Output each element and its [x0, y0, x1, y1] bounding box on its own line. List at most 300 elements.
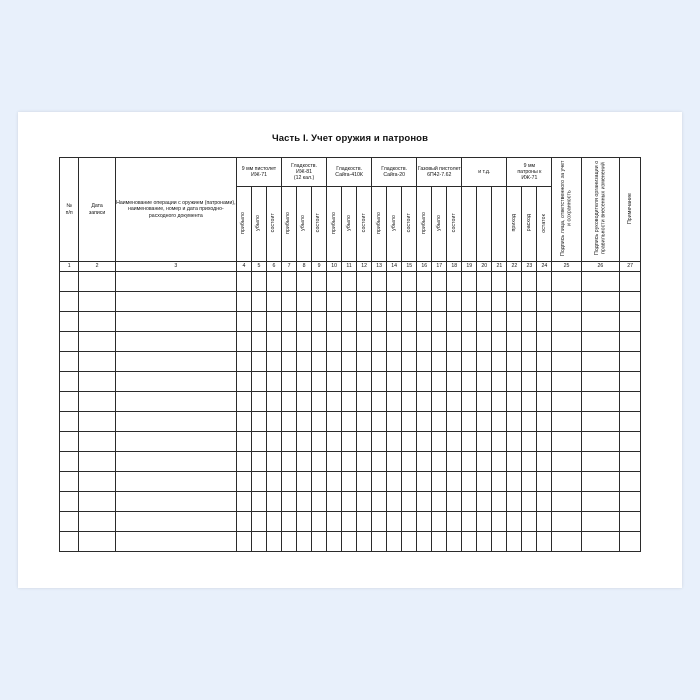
table-cell[interactable] [282, 452, 297, 472]
table-cell[interactable] [492, 452, 507, 472]
table-cell[interactable] [342, 532, 357, 552]
table-cell[interactable] [79, 472, 115, 492]
table-cell[interactable] [432, 292, 447, 312]
table-cell[interactable] [115, 452, 236, 472]
table-cell[interactable] [507, 492, 522, 512]
table-cell[interactable] [297, 372, 312, 392]
table-cell[interactable] [432, 312, 447, 332]
table-cell[interactable] [251, 432, 266, 452]
table-cell[interactable] [312, 452, 327, 472]
table-cell[interactable] [447, 332, 462, 352]
table-cell[interactable] [402, 432, 417, 452]
table-cell[interactable] [552, 352, 581, 372]
table-cell[interactable] [282, 432, 297, 452]
table-cell[interactable] [312, 512, 327, 532]
table-cell[interactable] [620, 412, 641, 432]
table-cell[interactable] [581, 472, 620, 492]
table-cell[interactable] [522, 272, 537, 292]
table-cell[interactable] [417, 412, 432, 432]
table-cell[interactable] [417, 332, 432, 352]
table-cell[interactable] [620, 452, 641, 472]
table-cell[interactable] [537, 472, 552, 492]
table-cell[interactable] [507, 412, 522, 432]
table-cell[interactable] [522, 412, 537, 432]
table-cell[interactable] [342, 272, 357, 292]
table-row[interactable] [60, 332, 641, 352]
table-cell[interactable] [620, 292, 641, 312]
table-cell[interactable] [417, 392, 432, 412]
table-cell[interactable] [447, 472, 462, 492]
table-cell[interactable] [620, 532, 641, 552]
table-cell[interactable] [327, 512, 342, 532]
table-row[interactable] [60, 312, 641, 332]
table-cell[interactable] [552, 512, 581, 532]
table-cell[interactable] [236, 532, 251, 552]
table-cell[interactable] [357, 272, 372, 292]
table-cell[interactable] [477, 432, 492, 452]
table-cell[interactable] [342, 332, 357, 352]
table-cell[interactable] [552, 472, 581, 492]
table-cell[interactable] [342, 372, 357, 392]
table-cell[interactable] [462, 432, 477, 452]
table-cell[interactable] [342, 452, 357, 472]
table-row[interactable] [60, 532, 641, 552]
table-cell[interactable] [251, 372, 266, 392]
table-cell[interactable] [372, 372, 387, 392]
table-cell[interactable] [402, 532, 417, 552]
table-cell[interactable] [236, 412, 251, 432]
table-row[interactable] [60, 472, 641, 492]
table-cell[interactable] [462, 412, 477, 432]
table-cell[interactable] [251, 392, 266, 412]
table-cell[interactable] [60, 472, 79, 492]
table-cell[interactable] [282, 352, 297, 372]
table-cell[interactable] [236, 392, 251, 412]
table-cell[interactable] [402, 452, 417, 472]
table-cell[interactable] [537, 372, 552, 392]
table-cell[interactable] [282, 512, 297, 532]
table-cell[interactable] [462, 292, 477, 312]
table-cell[interactable] [432, 532, 447, 552]
table-cell[interactable] [447, 372, 462, 392]
table-cell[interactable] [620, 372, 641, 392]
table-cell[interactable] [357, 412, 372, 432]
table-cell[interactable] [581, 292, 620, 312]
table-cell[interactable] [251, 292, 266, 312]
table-cell[interactable] [477, 412, 492, 432]
table-cell[interactable] [552, 292, 581, 312]
table-cell[interactable] [297, 492, 312, 512]
table-cell[interactable] [79, 392, 115, 412]
table-cell[interactable] [357, 492, 372, 512]
table-cell[interactable] [537, 452, 552, 472]
table-cell[interactable] [357, 432, 372, 452]
table-cell[interactable] [402, 312, 417, 332]
table-cell[interactable] [236, 512, 251, 532]
table-cell[interactable] [417, 372, 432, 392]
table-cell[interactable] [462, 312, 477, 332]
table-cell[interactable] [462, 512, 477, 532]
table-cell[interactable] [620, 272, 641, 292]
table-cell[interactable] [620, 332, 641, 352]
table-cell[interactable] [477, 312, 492, 332]
table-cell[interactable] [266, 432, 281, 452]
table-cell[interactable] [342, 292, 357, 312]
table-cell[interactable] [312, 352, 327, 372]
table-cell[interactable] [537, 492, 552, 512]
table-cell[interactable] [282, 292, 297, 312]
table-cell[interactable] [342, 312, 357, 332]
table-cell[interactable] [60, 292, 79, 312]
table-cell[interactable] [115, 372, 236, 392]
table-cell[interactable] [432, 432, 447, 452]
table-cell[interactable] [266, 452, 281, 472]
table-cell[interactable] [327, 452, 342, 472]
table-cell[interactable] [372, 272, 387, 292]
table-cell[interactable] [297, 392, 312, 412]
table-cell[interactable] [327, 352, 342, 372]
table-cell[interactable] [357, 372, 372, 392]
table-cell[interactable] [522, 532, 537, 552]
table-cell[interactable] [79, 312, 115, 332]
table-cell[interactable] [507, 292, 522, 312]
table-cell[interactable] [462, 372, 477, 392]
table-cell[interactable] [297, 312, 312, 332]
table-cell[interactable] [297, 332, 312, 352]
table-cell[interactable] [462, 492, 477, 512]
table-cell[interactable] [620, 312, 641, 332]
table-cell[interactable] [432, 492, 447, 512]
table-cell[interactable] [251, 472, 266, 492]
table-cell[interactable] [447, 392, 462, 412]
table-cell[interactable] [236, 432, 251, 452]
table-cell[interactable] [387, 512, 402, 532]
table-cell[interactable] [432, 412, 447, 432]
table-cell[interactable] [387, 392, 402, 412]
table-cell[interactable] [447, 532, 462, 552]
table-cell[interactable] [581, 512, 620, 532]
table-cell[interactable] [387, 292, 402, 312]
table-cell[interactable] [342, 392, 357, 412]
table-cell[interactable] [115, 272, 236, 292]
table-cell[interactable] [620, 472, 641, 492]
table-cell[interactable] [620, 392, 641, 412]
table-cell[interactable] [342, 412, 357, 432]
table-cell[interactable] [357, 472, 372, 492]
table-cell[interactable] [447, 452, 462, 472]
table-cell[interactable] [282, 412, 297, 432]
table-cell[interactable] [492, 352, 507, 372]
table-cell[interactable] [115, 412, 236, 432]
table-cell[interactable] [462, 352, 477, 372]
table-cell[interactable] [387, 472, 402, 492]
table-cell[interactable] [492, 372, 507, 392]
table-cell[interactable] [581, 532, 620, 552]
table-cell[interactable] [266, 292, 281, 312]
table-cell[interactable] [552, 372, 581, 392]
table-cell[interactable] [327, 432, 342, 452]
table-cell[interactable] [60, 352, 79, 372]
table-cell[interactable] [266, 352, 281, 372]
table-cell[interactable] [402, 512, 417, 532]
table-cell[interactable] [477, 512, 492, 532]
table-cell[interactable] [432, 332, 447, 352]
table-cell[interactable] [447, 312, 462, 332]
table-cell[interactable] [507, 472, 522, 492]
table-cell[interactable] [581, 372, 620, 392]
table-cell[interactable] [432, 372, 447, 392]
table-cell[interactable] [492, 332, 507, 352]
table-cell[interactable] [552, 332, 581, 352]
table-cell[interactable] [297, 532, 312, 552]
table-cell[interactable] [327, 472, 342, 492]
table-cell[interactable] [372, 492, 387, 512]
table-cell[interactable] [327, 272, 342, 292]
table-cell[interactable] [522, 332, 537, 352]
table-cell[interactable] [581, 272, 620, 292]
table-cell[interactable] [447, 292, 462, 312]
table-cell[interactable] [492, 392, 507, 412]
table-cell[interactable] [387, 372, 402, 392]
table-cell[interactable] [522, 492, 537, 512]
table-cell[interactable] [620, 432, 641, 452]
table-cell[interactable] [312, 312, 327, 332]
table-cell[interactable] [312, 372, 327, 392]
table-cell[interactable] [492, 312, 507, 332]
table-row[interactable] [60, 492, 641, 512]
table-cell[interactable] [297, 452, 312, 472]
table-cell[interactable] [297, 512, 312, 532]
table-cell[interactable] [492, 272, 507, 292]
table-cell[interactable] [251, 452, 266, 472]
table-cell[interactable] [477, 352, 492, 372]
table-cell[interactable] [60, 492, 79, 512]
table-cell[interactable] [477, 452, 492, 472]
table-cell[interactable] [327, 492, 342, 512]
table-cell[interactable] [115, 532, 236, 552]
table-cell[interactable] [372, 532, 387, 552]
table-cell[interactable] [447, 512, 462, 532]
table-cell[interactable] [372, 472, 387, 492]
table-cell[interactable] [402, 392, 417, 412]
table-cell[interactable] [282, 532, 297, 552]
table-cell[interactable] [312, 412, 327, 432]
table-cell[interactable] [581, 332, 620, 352]
table-cell[interactable] [115, 332, 236, 352]
table-cell[interactable] [387, 312, 402, 332]
table-cell[interactable] [417, 292, 432, 312]
table-cell[interactable] [387, 452, 402, 472]
table-cell[interactable] [581, 452, 620, 472]
table-cell[interactable] [417, 452, 432, 472]
table-row[interactable] [60, 512, 641, 532]
table-cell[interactable] [236, 472, 251, 492]
table-cell[interactable] [552, 392, 581, 412]
table-cell[interactable] [537, 512, 552, 532]
table-cell[interactable] [251, 512, 266, 532]
table-cell[interactable] [537, 392, 552, 412]
table-cell[interactable] [522, 352, 537, 372]
table-cell[interactable] [312, 432, 327, 452]
table-cell[interactable] [581, 392, 620, 412]
table-cell[interactable] [342, 432, 357, 452]
table-cell[interactable] [372, 392, 387, 412]
table-cell[interactable] [60, 372, 79, 392]
table-cell[interactable] [537, 272, 552, 292]
table-cell[interactable] [115, 352, 236, 372]
table-cell[interactable] [357, 312, 372, 332]
table-cell[interactable] [552, 432, 581, 452]
table-cell[interactable] [357, 532, 372, 552]
table-cell[interactable] [552, 532, 581, 552]
table-cell[interactable] [266, 332, 281, 352]
table-cell[interactable] [507, 432, 522, 452]
table-cell[interactable] [251, 332, 266, 352]
table-cell[interactable] [312, 392, 327, 412]
table-cell[interactable] [327, 372, 342, 392]
table-cell[interactable] [297, 432, 312, 452]
table-cell[interactable] [402, 352, 417, 372]
table-cell[interactable] [620, 492, 641, 512]
table-cell[interactable] [372, 452, 387, 472]
table-cell[interactable] [312, 492, 327, 512]
table-cell[interactable] [115, 392, 236, 412]
table-cell[interactable] [236, 312, 251, 332]
table-cell[interactable] [581, 492, 620, 512]
table-cell[interactable] [402, 332, 417, 352]
table-cell[interactable] [447, 492, 462, 512]
table-cell[interactable] [115, 472, 236, 492]
table-cell[interactable] [236, 452, 251, 472]
table-cell[interactable] [462, 392, 477, 412]
table-cell[interactable] [297, 412, 312, 432]
table-cell[interactable] [297, 352, 312, 372]
table-cell[interactable] [492, 432, 507, 452]
table-cell[interactable] [417, 272, 432, 292]
table-cell[interactable] [327, 412, 342, 432]
table-cell[interactable] [79, 292, 115, 312]
table-cell[interactable] [492, 532, 507, 552]
table-row[interactable] [60, 272, 641, 292]
table-cell[interactable] [507, 372, 522, 392]
table-cell[interactable] [462, 452, 477, 472]
table-cell[interactable] [402, 472, 417, 492]
table-cell[interactable] [60, 332, 79, 352]
table-cell[interactable] [327, 332, 342, 352]
table-cell[interactable] [432, 512, 447, 532]
table-cell[interactable] [266, 272, 281, 292]
table-cell[interactable] [477, 292, 492, 312]
table-cell[interactable] [387, 532, 402, 552]
table-cell[interactable] [60, 412, 79, 432]
table-cell[interactable] [79, 432, 115, 452]
table-cell[interactable] [537, 352, 552, 372]
table-cell[interactable] [447, 432, 462, 452]
table-cell[interactable] [312, 332, 327, 352]
table-cell[interactable] [266, 372, 281, 392]
table-cell[interactable] [552, 312, 581, 332]
table-cell[interactable] [387, 412, 402, 432]
table-cell[interactable] [357, 452, 372, 472]
table-cell[interactable] [282, 392, 297, 412]
table-cell[interactable] [417, 512, 432, 532]
table-cell[interactable] [477, 372, 492, 392]
table-cell[interactable] [492, 512, 507, 532]
table-cell[interactable] [115, 512, 236, 532]
table-cell[interactable] [417, 352, 432, 372]
table-cell[interactable] [115, 292, 236, 312]
table-cell[interactable] [115, 492, 236, 512]
table-cell[interactable] [60, 432, 79, 452]
table-cell[interactable] [79, 332, 115, 352]
table-cell[interactable] [537, 292, 552, 312]
table-cell[interactable] [492, 492, 507, 512]
table-cell[interactable] [357, 512, 372, 532]
table-cell[interactable] [266, 492, 281, 512]
table-cell[interactable] [537, 332, 552, 352]
table-cell[interactable] [432, 272, 447, 292]
table-cell[interactable] [387, 352, 402, 372]
table-cell[interactable] [477, 472, 492, 492]
table-cell[interactable] [251, 352, 266, 372]
table-cell[interactable] [522, 312, 537, 332]
table-cell[interactable] [79, 512, 115, 532]
table-cell[interactable] [417, 532, 432, 552]
table-cell[interactable] [417, 492, 432, 512]
table-cell[interactable] [447, 272, 462, 292]
table-row[interactable] [60, 452, 641, 472]
table-row[interactable] [60, 292, 641, 312]
table-cell[interactable] [266, 512, 281, 532]
table-cell[interactable] [251, 312, 266, 332]
table-cell[interactable] [462, 472, 477, 492]
table-cell[interactable] [522, 292, 537, 312]
table-cell[interactable] [60, 532, 79, 552]
table-cell[interactable] [477, 492, 492, 512]
table-cell[interactable] [60, 272, 79, 292]
table-cell[interactable] [266, 412, 281, 432]
table-cell[interactable] [387, 432, 402, 452]
table-cell[interactable] [327, 312, 342, 332]
table-cell[interactable] [372, 312, 387, 332]
table-cell[interactable] [477, 392, 492, 412]
table-cell[interactable] [581, 412, 620, 432]
table-cell[interactable] [115, 312, 236, 332]
table-cell[interactable] [477, 272, 492, 292]
table-cell[interactable] [342, 472, 357, 492]
table-cell[interactable] [79, 452, 115, 472]
table-cell[interactable] [357, 352, 372, 372]
table-cell[interactable] [507, 392, 522, 412]
table-cell[interactable] [537, 312, 552, 332]
table-cell[interactable] [266, 472, 281, 492]
table-cell[interactable] [432, 392, 447, 412]
table-row[interactable] [60, 412, 641, 432]
table-cell[interactable] [327, 392, 342, 412]
table-cell[interactable] [372, 432, 387, 452]
table-cell[interactable] [266, 312, 281, 332]
table-cell[interactable] [79, 412, 115, 432]
table-cell[interactable] [282, 332, 297, 352]
table-cell[interactable] [342, 512, 357, 532]
table-cell[interactable] [537, 532, 552, 552]
table-row[interactable] [60, 392, 641, 412]
table-cell[interactable] [387, 492, 402, 512]
table-cell[interactable] [282, 312, 297, 332]
table-cell[interactable] [552, 492, 581, 512]
table-cell[interactable] [507, 512, 522, 532]
table-cell[interactable] [462, 532, 477, 552]
